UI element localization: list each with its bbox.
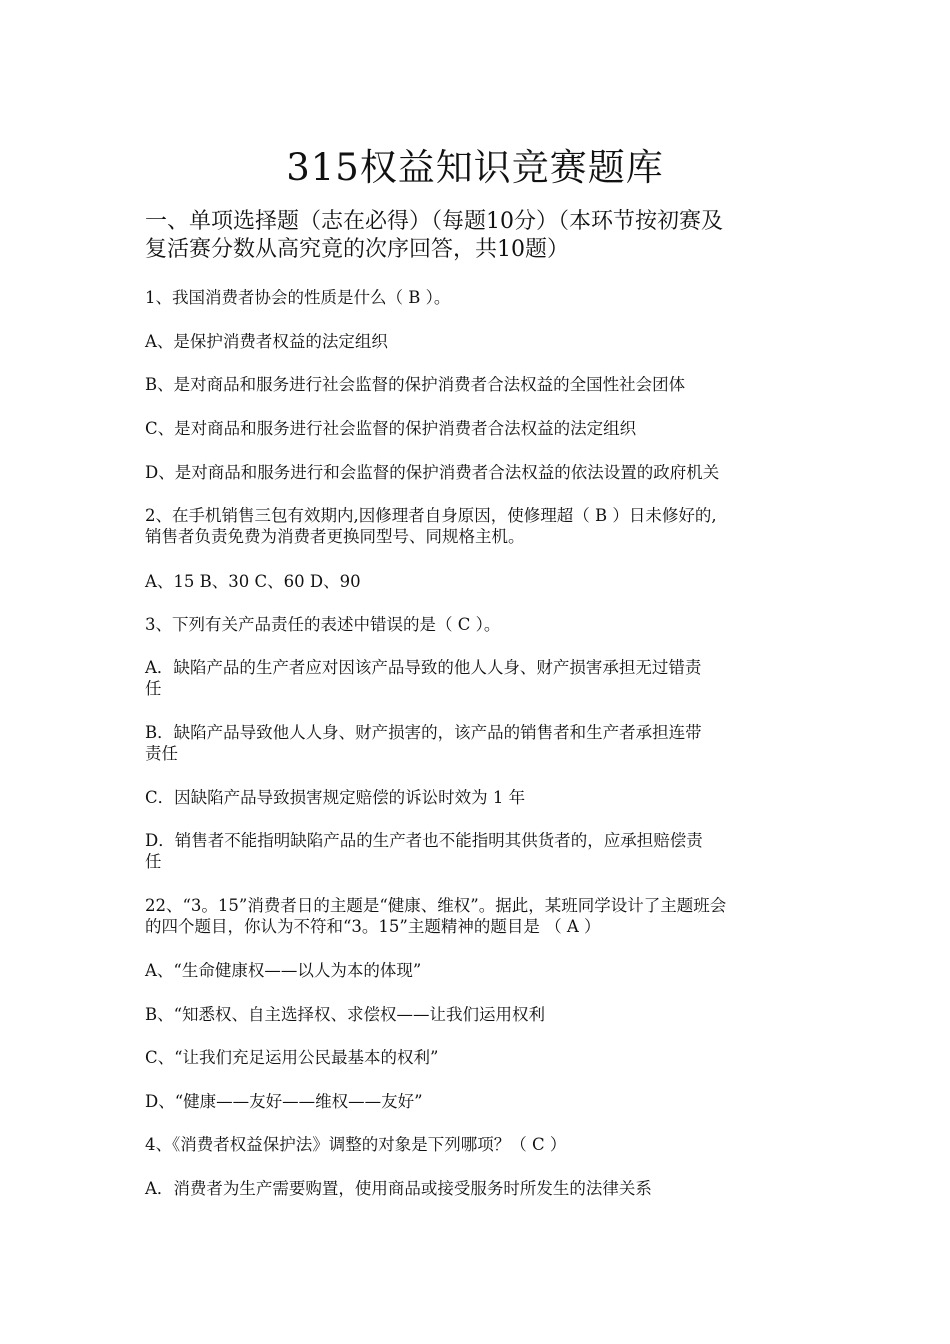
question-22	[145, 895, 835, 937]
question-3-option-c: C．因缺陷产品导致损害规定赔偿的诉讼时效为 1 年	[145, 788, 526, 807]
question-2-line-1: 2、在手机销售三包有效期内,因修理者自身原因，使修理超（ B ）日未修好的,	[145, 506, 717, 525]
question-3-option-b-line-2: 责任	[145, 744, 178, 763]
question-1-option-b: B、是对商品和服务进行社会监督的保护消费者合法权益的全国性社会团体	[145, 375, 686, 394]
question-1-option-a: A、是保护消费者权益的法定组织	[145, 332, 388, 351]
question-22-option-a: A、“生命健康权——以人为本的体现”	[145, 961, 422, 980]
question-2-line-2: 销售者负责免费为消费者更换同型号、同规格主机。	[145, 527, 525, 546]
question-22-line-1: 22、“3。15”消费者日的主题是“健康、维权”。据此，某班同学设计了主题班会	[145, 896, 727, 915]
question-22-option-b: B、“知悉权、自主选择权、求偿权——让我们运用权利	[145, 1005, 546, 1024]
section-heading	[145, 208, 825, 264]
question-1-option-c: C、是对商品和服务进行社会监督的保护消费者合法权益的法定组织	[145, 419, 637, 438]
question-3-option-b	[145, 722, 835, 764]
question-2	[145, 505, 835, 547]
question-3-option-d-line-1: D．销售者不能指明缺陷产品的生产者也不能指明其供货者的，应承担赔偿责	[145, 831, 703, 850]
question-4-option-a: A．消费者为生产需要购置，使用商品或接受服务时所发生的法律关系	[145, 1179, 652, 1198]
question-3-option-b-line-1: B．缺陷产品导致他人人身、财产损害的，该产品的销售者和生产者承担连带	[145, 723, 702, 742]
question-1-option-d: D、是对商品和服务进行和会监督的保护消费者合法权益的依法设置的政府机关	[145, 463, 720, 482]
question-2-options: A、15 B、30 C、60 D、90	[145, 572, 361, 591]
question-3: 3、下列有关产品责任的表述中错误的是（ C ）。	[145, 615, 501, 634]
question-1: 1、我国消费者协会的性质是什么（ B ）。	[145, 288, 451, 307]
document-title: 315权益知识竞赛题库	[286, 146, 664, 189]
question-3-option-d-line-2: 任	[145, 852, 162, 871]
question-3-option-a	[145, 657, 835, 699]
section-heading-line-2: 复活赛分数从高究竟的次序回答，共10题）	[145, 237, 569, 262]
question-3-option-a-line-1: A．缺陷产品的生产者应对因该产品导致的他人人身、财产损害承担无过错责	[145, 658, 702, 677]
question-22-option-d: D、“健康——友好——维权——友好”	[145, 1092, 423, 1111]
question-3-option-d	[145, 830, 835, 872]
question-22-line-2: 的四个题目，你认为不符和“3。15”主题精神的题目是 （ A ）	[145, 917, 601, 936]
question-3-option-a-line-2: 任	[145, 679, 162, 698]
question-22-option-c: C、“让我们充足运用公民最基本的权利”	[145, 1048, 439, 1067]
section-heading-line-1: 一、单项选择题（志在必得）（每题10分）（本环节按初赛及	[145, 209, 723, 234]
question-4: 4、《消费者权益保护法》调整的对象是下列哪项？（ C ）	[145, 1135, 567, 1154]
